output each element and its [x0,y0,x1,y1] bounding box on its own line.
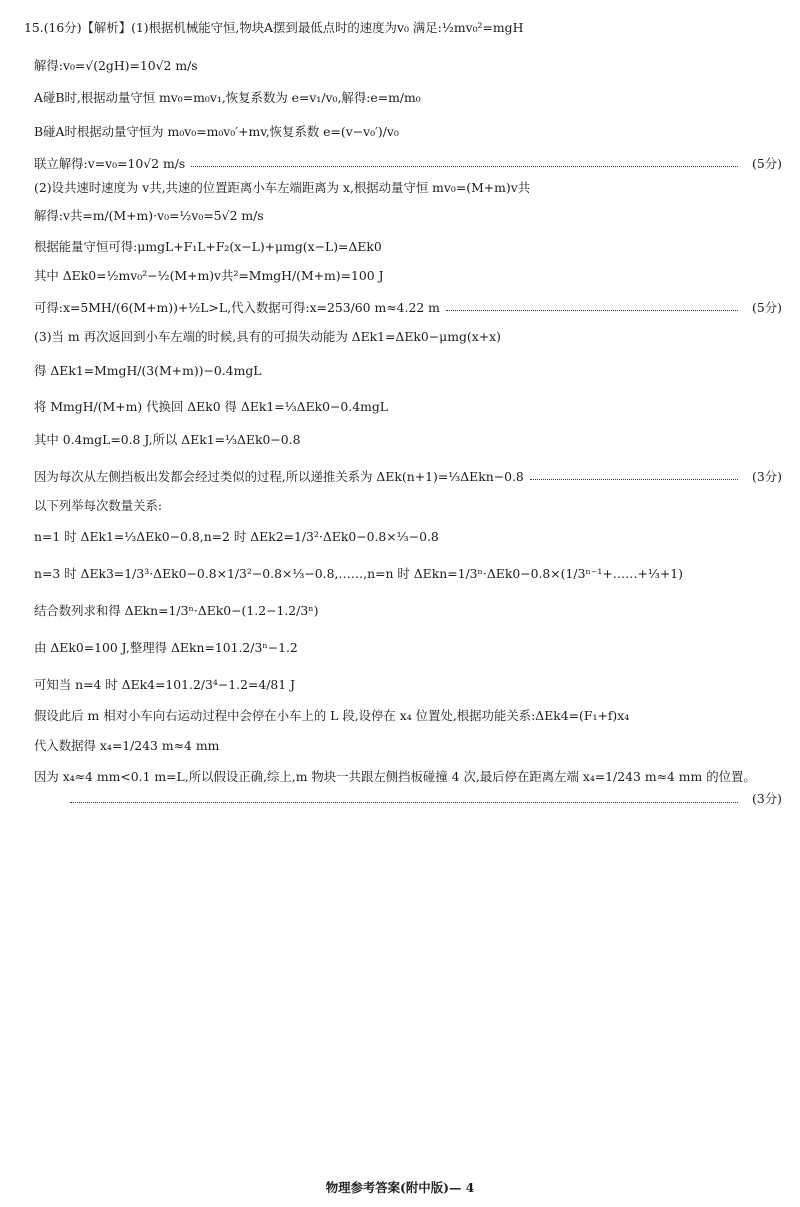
text-line: (3)当 m 再次返回到小车左端的时候,具有的可损失动能为 ΔEk1=ΔEk0−μmg(x+x) [34,329,501,344]
text-line-8 [24,266,782,284]
text-line-20 [24,675,782,693]
text-line-2 [24,88,782,106]
score-label: (5分) [752,156,782,171]
text-line-16 [24,527,782,545]
text-line-11 [24,361,782,379]
text-line: 以下列举每次数量关系: [34,498,163,513]
leader-dots [70,801,738,803]
text-line-7 [24,237,782,255]
text-line: 结合数列求和得 ΔEkn=1/3ⁿ·ΔEk0−(1.2−1.2/3ⁿ) [34,603,319,618]
text-line-4 [24,154,782,172]
text-line: 代入数据得 x₄=1/243 m≈4 mm [34,738,220,753]
score-label: (3分) [752,791,782,806]
text-line-3 [24,122,782,140]
text-line: 根据能量守恒可得:μmgL+F₁L+F₂(x−L)+μmg(x−L)=ΔEk0 [34,239,382,254]
text-line: 解得:v₀=√(2gH)=10√2 m/s [34,58,198,73]
text-line: 可知当 n=4 时 ΔEk4=101.2/3⁴−1.2=4/81 J [34,677,296,692]
text-line-23 [24,766,782,810]
score-label: (5分) [752,300,782,315]
text-line: A碰B时,根据动量守恒 mv₀=m₀v₁,恢复系数为 e=v₁/v₀,解得:e=m/m₀ [34,90,421,105]
text-line: 其中 ΔEk0=½mv₀²−½(M+m)v共²=MmgH/(M+m)=100 J [34,268,384,283]
text-line: B碰A时根据动量守恒为 m₀v₀=m₀v₀′+mv,恢复系数 e=(v−v₀′)/v₀ [34,124,399,139]
text-line: 假设此后 m 相对小车向右运动过程中会停在小车上的 L 段,设停在 x₄ 位置处,根据功能关系:ΔEk4=(F₁+f)x₄ [34,708,630,723]
text-line-14 [24,467,782,485]
text-line: 解得:v共=m/(M+m)·v₀=½v₀=5√2 m/s [34,208,264,223]
problem-header-line [24,18,782,36]
text-line-5 [24,178,782,196]
text-line: 将 MmgH/(M+m) 代换回 ΔEk0 得 ΔEk1=⅓ΔEk0−0.4mgL [34,399,389,414]
text-line: n=1 时 ΔEk1=⅓ΔEk0−0.8,n=2 时 ΔEk2=1/3²·ΔEk0−0.8×⅓−0.8 [34,529,439,544]
text-line: 得 ΔEk1=MmgH/(3(M+m))−0.4mgL [34,363,262,378]
text-line: 其中 0.4mgL=0.8 J,所以 ΔEk1=⅓ΔEk0−0.8 [34,432,301,447]
text-line: 可得:x=5MH/(6(M+m))+½L>L,代入数据可得:x=253/60 m≈4.22 m [34,300,440,315]
text-line-10 [24,327,782,345]
text-line: 15.(16分)【解析】(1)根据机械能守恒,物块A摆到最低点时的速度为v₀ 满足:½mv₀²=mgH [24,20,524,35]
leader-dots [530,478,738,480]
text-line: 因为 x₄≈4 mm<0.1 m=L,所以假设正确,综上,m 物块一共跟左侧挡板碰撞 4 次,最后停在距离左端 x₄=1/243 m≈4 mm 的位置。 [34,769,756,784]
text-line-22 [24,736,782,754]
text-line-17 [24,564,782,582]
text-line: 由 ΔEk0=100 J,整理得 ΔEkn=101.2/3ⁿ−1.2 [34,640,298,655]
text-line-18 [24,601,782,619]
text-line-21 [24,706,782,724]
text-line: 联立解得:v=v₀=10√2 m/s [34,156,186,171]
text-line-9 [24,298,782,316]
text-line: n=3 时 ΔEk3=1/3³·ΔEk0−0.8×1/3²−0.8×⅓−0.8,……,n=n 时 ΔEkn=1/3ⁿ·ΔEk0−0.8×(1/3ⁿ⁻¹+……+⅓+1) [34,566,683,581]
score-label: (3分) [752,469,782,484]
text-line-19 [24,638,782,656]
text-line: (2)设共速时速度为 v共,共速的位置距离小车左端距离为 x,根据动量守恒 mv₀=(M+m)v共 [34,180,531,195]
text-line: 因为每次从左侧挡板出发都会经过类似的过程,所以递推关系为 ΔEk(n+1)=⅓ΔEkn−0.8 [34,469,524,484]
text-line-1 [24,56,782,74]
text-line-12 [24,397,782,415]
page-footer: 物理参考答案(附中版)— 4 [325,1180,475,1195]
text-line-6 [24,206,782,224]
leader-dots [191,165,738,167]
text-line-15 [24,496,782,514]
text-line-13 [24,430,782,448]
leader-dots [446,309,738,311]
